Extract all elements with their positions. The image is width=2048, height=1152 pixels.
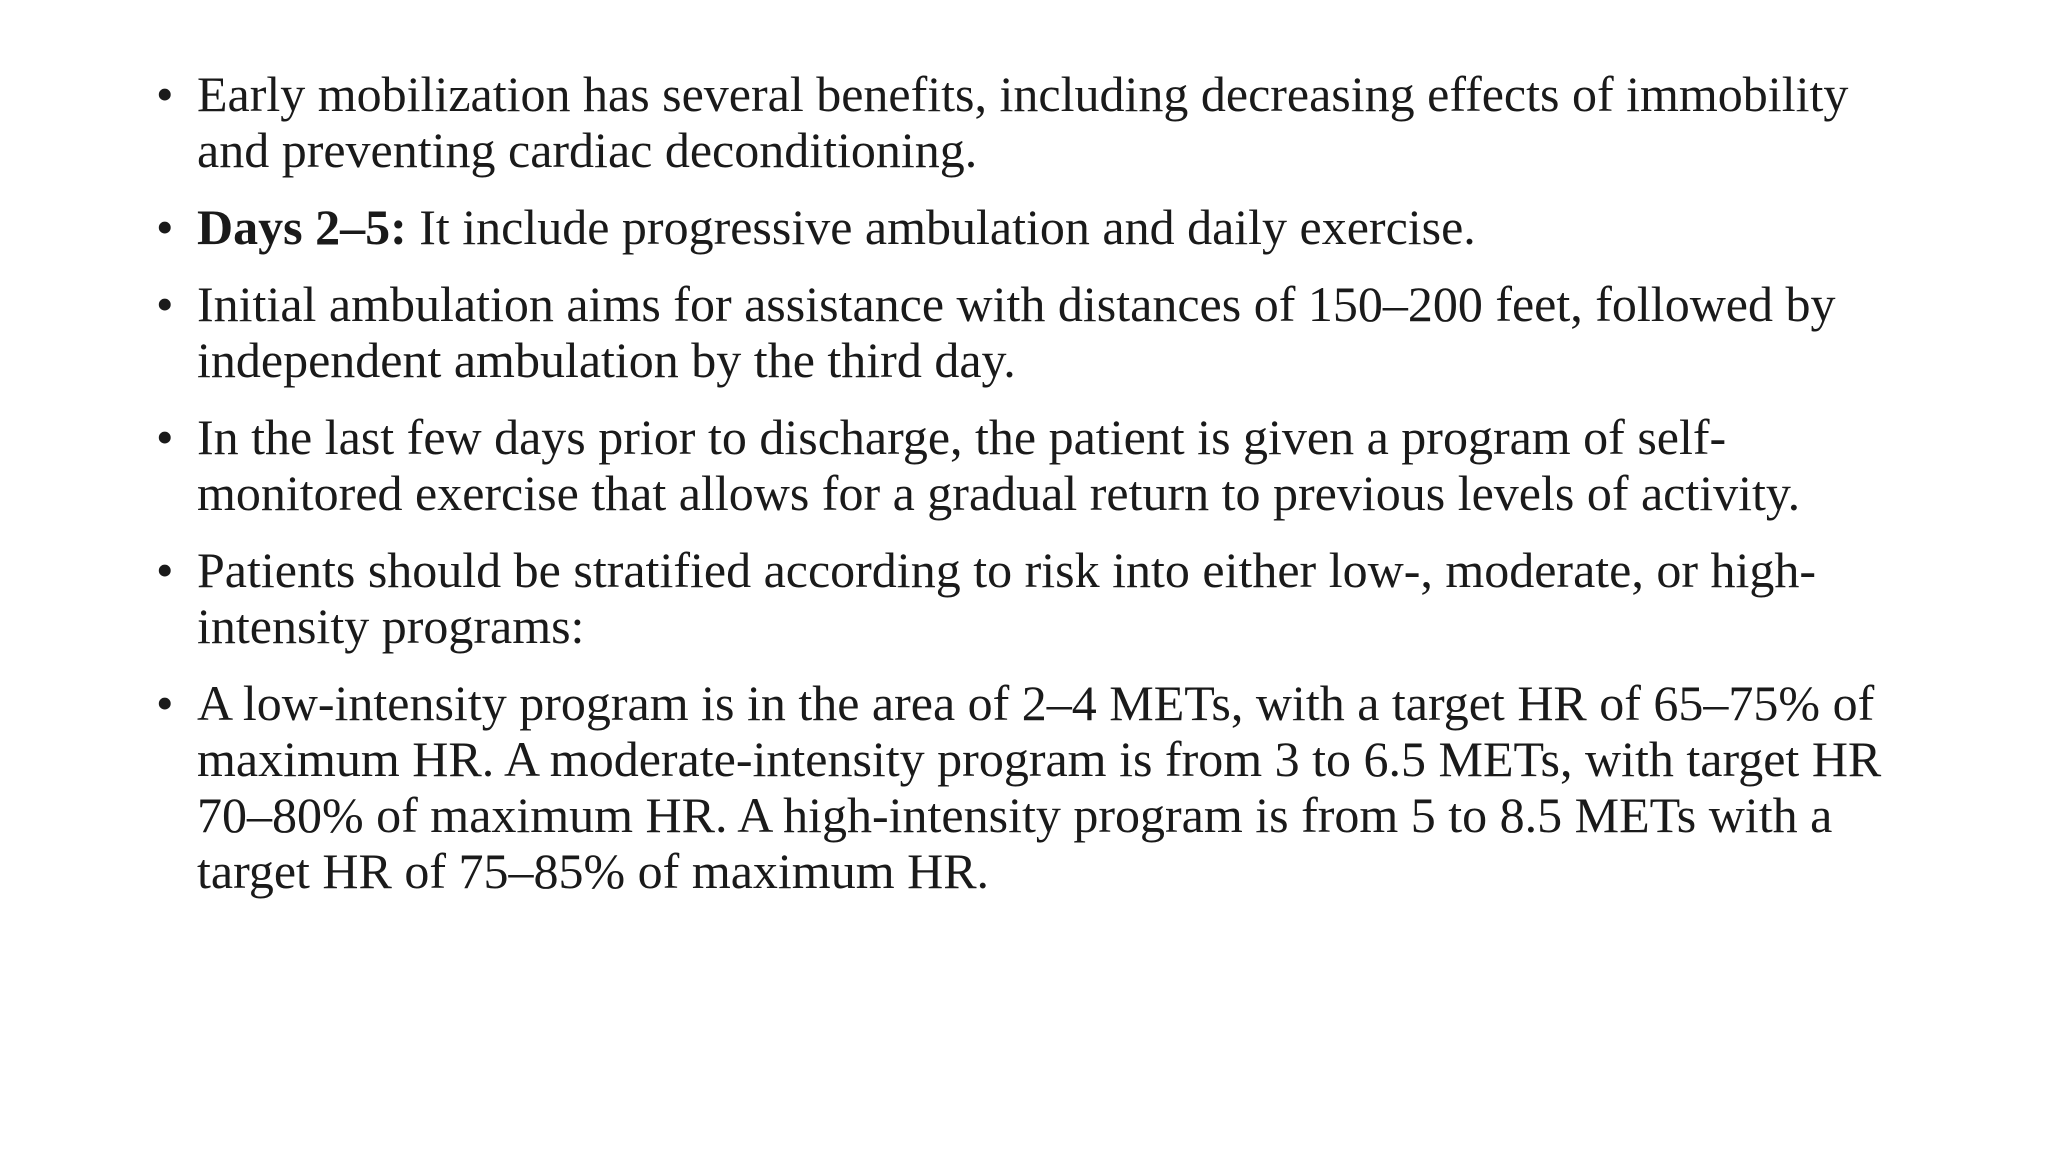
- bullet-text: Early mobilization has several benefits, including decreasing effects of immobility and preventing cardiac deconditioning.: [197, 66, 1849, 178]
- bullet-item: [156, 409, 1916, 521]
- bullet-dot-icon: •: [156, 542, 174, 598]
- bullet-text: Patients should be stratified according to risk into either low-, moderate, or high-intensity programs:: [197, 542, 1817, 654]
- bullet-lead: Days 2–5:: [197, 199, 407, 255]
- bullet-text: Initial ambulation aims for assistance with distances of 150–200 feet, followed by independent ambulation by the third day.: [197, 276, 1836, 388]
- bullet-text: It include progressive ambulation and daily exercise.: [406, 199, 1476, 255]
- bullet-dot-icon: •: [156, 276, 174, 332]
- bullet-text: In the last few days prior to discharge, the patient is given a program of self-monitored exercise that allows for a gradual return to previous levels of activity.: [197, 409, 1801, 521]
- bullet-dot-icon: •: [156, 675, 174, 731]
- bullet-item: [156, 542, 1916, 654]
- bullet-list: [156, 66, 1916, 920]
- bullet-item: [156, 199, 1916, 255]
- bullet-dot-icon: •: [156, 199, 174, 255]
- bullet-item: [156, 66, 1916, 178]
- bullet-dot-icon: •: [156, 66, 174, 122]
- bullet-item: [156, 276, 1916, 388]
- bullet-item: [156, 675, 1916, 899]
- bullet-text: A low-intensity program is in the area of 2–4 METs, with a target HR of 65–75% of maximum HR. A moderate-intensity program is from 3 to 6.5 METs, with target HR 70–80% of maximum HR. A high-intensity program is from 5 to 8.5 METs with a target HR of 75–85% of maximum HR.: [197, 675, 1882, 899]
- bullet-dot-icon: •: [156, 409, 174, 465]
